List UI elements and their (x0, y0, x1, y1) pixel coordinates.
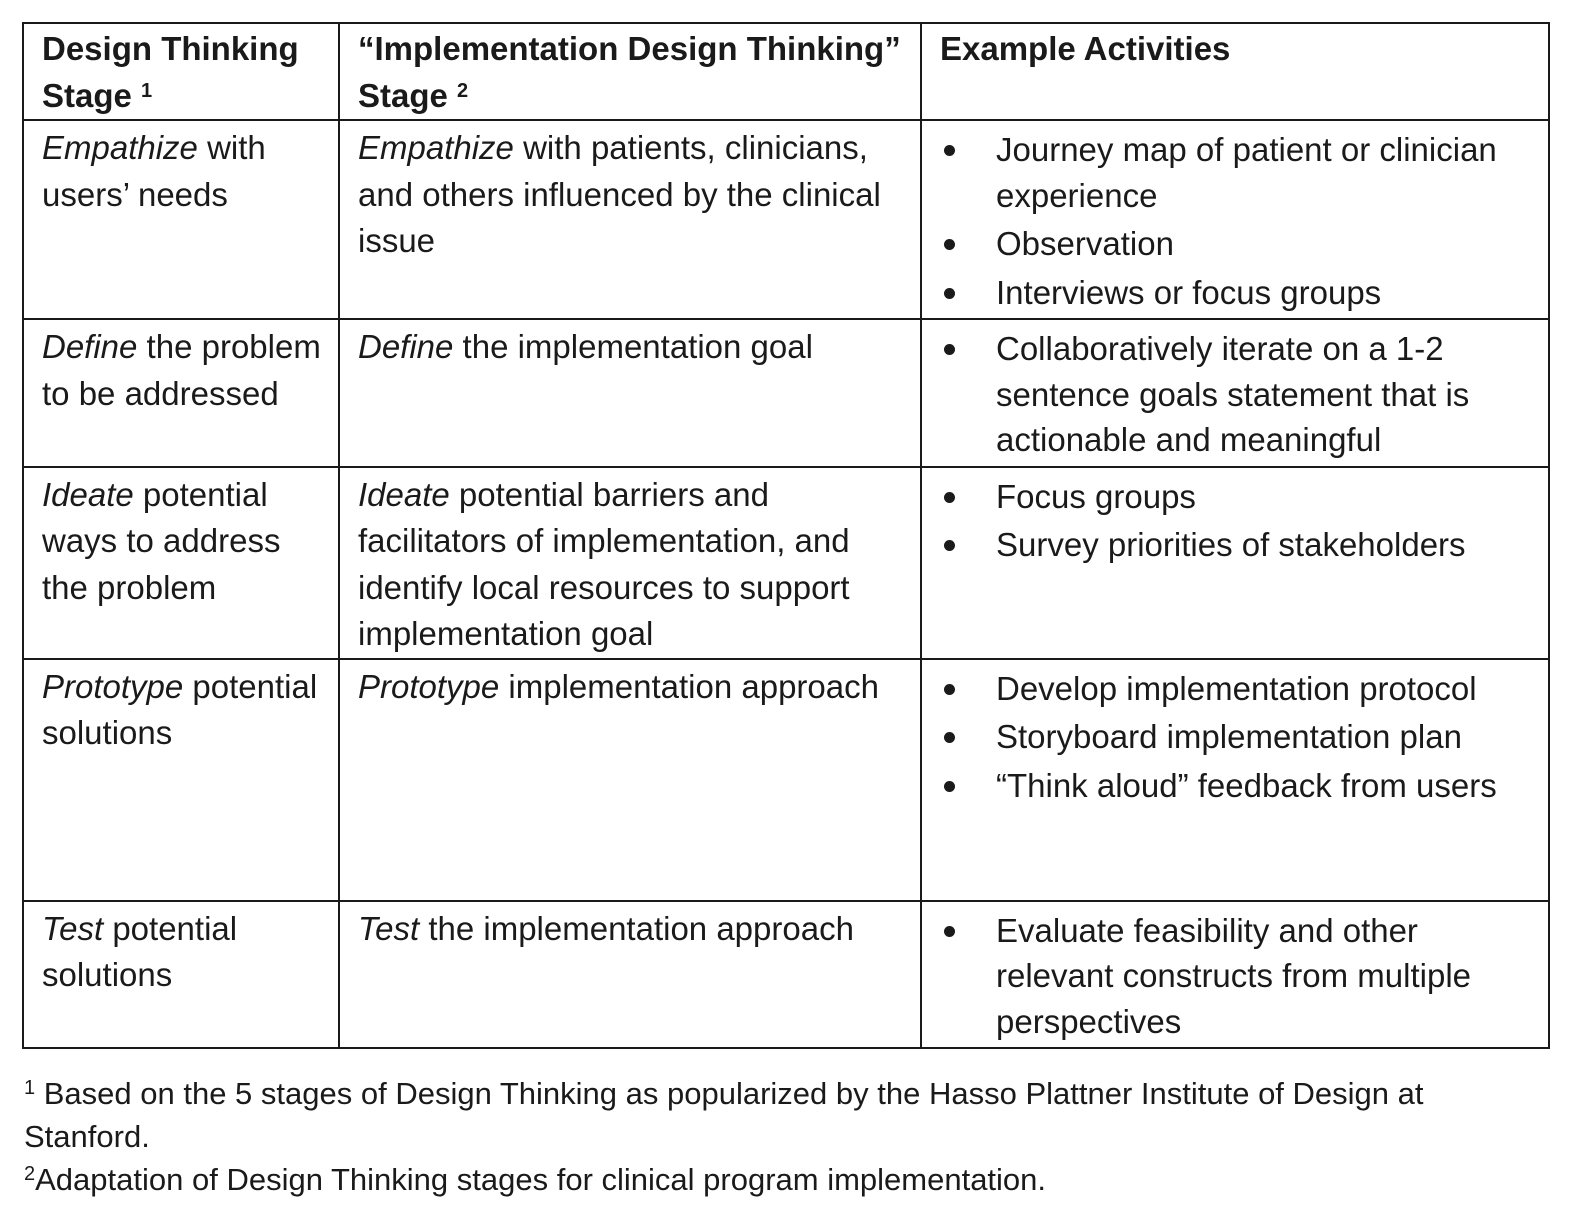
implementation-keyword: Empathize (358, 129, 514, 166)
activities-list (940, 474, 1534, 568)
implementation-cell (339, 659, 921, 901)
header-footnote-marker: 1 (141, 79, 153, 102)
stage-cell (23, 659, 339, 901)
activities-list (940, 908, 1534, 1045)
list-item: Survey priorities of stakeholders (940, 522, 1534, 568)
stage-keyword: Test (42, 909, 104, 947)
activities-list (940, 326, 1534, 463)
stage-keyword: Ideate (42, 475, 134, 513)
stage-description: the problem to be addressed (42, 328, 321, 412)
implementation-cell (339, 467, 921, 659)
header-implementation-stage (339, 23, 921, 120)
list-item: Evaluate feasibility and other relevant constructs from multiple perspectives (940, 908, 1534, 1045)
stage-description: potential ways to address the problem (42, 475, 281, 606)
footnote-text: Adaptation of Design Thinking stages for clinical program implementation. (35, 1162, 1047, 1197)
list-item: Develop implementation protocol (940, 666, 1534, 712)
footnote-marker: 1 (24, 1077, 36, 1099)
list-item: Storyboard implementation plan (940, 714, 1534, 760)
footnote-1 (24, 1072, 1524, 1158)
implementation-description: implementation approach (499, 667, 879, 705)
activities-cell (921, 901, 1549, 1049)
table-row (23, 659, 1549, 901)
implementation-keyword: Ideate (358, 475, 450, 513)
implementation-keyword: Define (358, 328, 454, 365)
stage-description: potential solutions (42, 909, 238, 993)
list-item: Collaboratively iterate on a 1-2 sentence goals statement that is actionable and meaningful (940, 326, 1534, 463)
implementation-description: with patients, clinicians, and others influenced by the clinical issue (358, 129, 881, 259)
stage-keyword: Prototype (42, 667, 184, 705)
table-row (23, 120, 1549, 319)
implementation-cell (339, 120, 921, 319)
header-footnote-marker: 2 (457, 79, 469, 102)
stage-keyword: Define (42, 328, 138, 365)
activities-list (940, 666, 1534, 809)
stage-cell (23, 120, 339, 319)
table-header-row (23, 23, 1549, 120)
header-example-activities (921, 23, 1549, 120)
design-thinking-table (22, 22, 1550, 1049)
list-item: Observation (940, 221, 1534, 267)
header-text: Example Activities (940, 30, 1231, 67)
stage-keyword: Empathize (42, 129, 198, 166)
list-item: Focus groups (940, 474, 1534, 520)
implementation-cell (339, 901, 921, 1049)
footnote-marker: 2 (24, 1163, 36, 1185)
stage-cell (23, 467, 339, 659)
footnote-2 (24, 1158, 1524, 1201)
implementation-description: the implementation goal (453, 328, 813, 365)
footnotes (24, 1072, 1524, 1201)
activities-cell (921, 319, 1549, 467)
header-text: Design Thinking Stage (42, 30, 299, 114)
implementation-description: the implementation approach (419, 909, 854, 947)
table-row (23, 467, 1549, 659)
header-design-thinking-stage (23, 23, 339, 120)
list-item: Interviews or focus groups (940, 270, 1534, 316)
stage-cell (23, 319, 339, 467)
activities-cell (921, 659, 1549, 901)
stage-description: potential solutions (42, 667, 318, 751)
footnote-text: Based on the 5 stages of Design Thinking as popularized by the Hasso Plattner Institute of Design at Stanford. (24, 1076, 1424, 1154)
stage-cell (23, 901, 339, 1049)
table-row (23, 319, 1549, 467)
activities-cell (921, 120, 1549, 319)
implementation-cell (339, 319, 921, 467)
stage-description: with users’ needs (42, 129, 266, 213)
design-thinking-table-container (22, 22, 1548, 1049)
implementation-keyword: Prototype (358, 667, 500, 705)
table-row (23, 901, 1549, 1049)
activities-list (940, 127, 1534, 315)
header-text: “Implementation Design Thinking” Stage (358, 30, 901, 114)
implementation-description: potential barriers and facilitators of implementation, and identify local resources to support implementation goal (358, 475, 850, 652)
activities-cell (921, 467, 1549, 659)
list-item: “Think aloud” feedback from users (940, 763, 1534, 809)
implementation-keyword: Test (358, 909, 420, 947)
list-item: Journey map of patient or clinician experience (940, 127, 1534, 218)
